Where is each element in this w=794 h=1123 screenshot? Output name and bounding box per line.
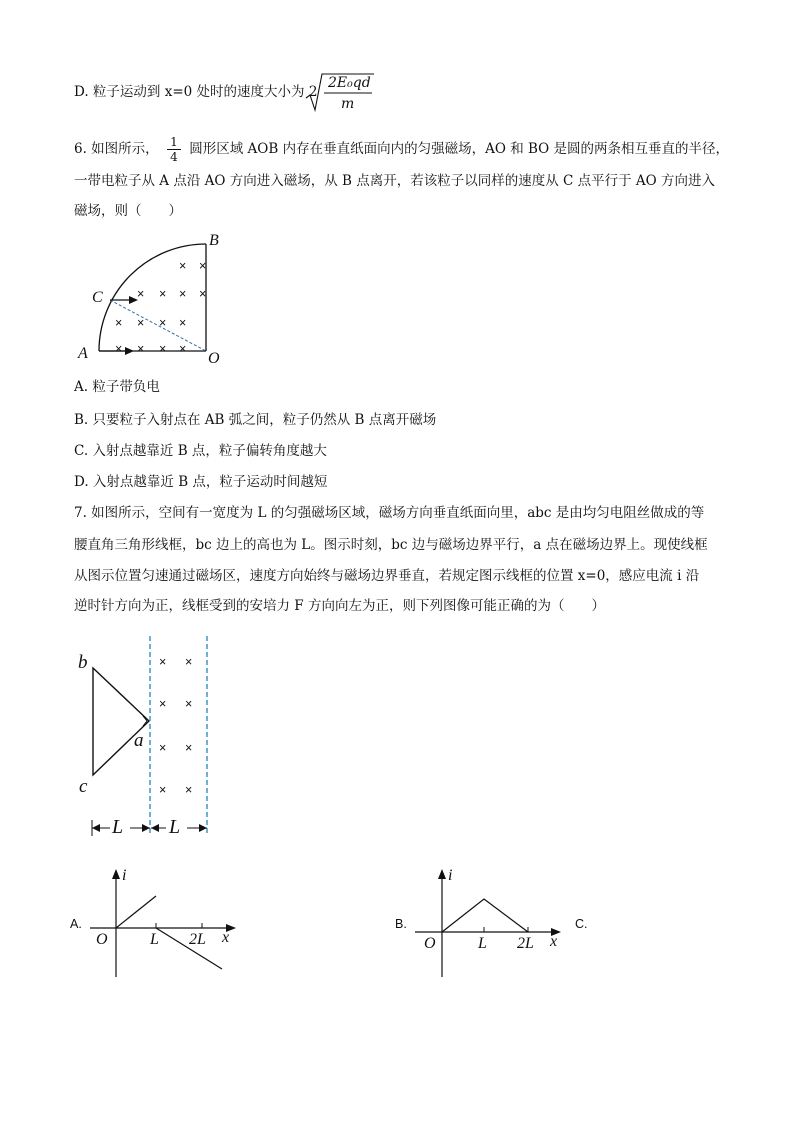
q6-option-d: D. 入射点越靠近 B 点，粒子运动时间越短 (74, 474, 328, 490)
q6-line-3: 磁场，则（ ） (74, 203, 182, 219)
field-cross: × (137, 316, 145, 330)
graph-b-tick-l: L (478, 935, 487, 952)
graph-b-x-label: x (550, 933, 558, 950)
point-a-label: A (78, 345, 88, 362)
field-cross: × (199, 287, 207, 301)
graph-a-tick-2l: 2L (189, 931, 206, 948)
q7-figure (74, 632, 224, 844)
point-b-label: B (209, 232, 219, 249)
field-cross: × (159, 741, 167, 755)
field-cross: × (185, 783, 193, 797)
width-label-1: L (112, 816, 124, 838)
graph-a-plot (70, 865, 250, 985)
formula-numerator: 2E₀qd (328, 75, 371, 91)
field-cross: × (159, 697, 167, 711)
field-cross: × (179, 316, 187, 330)
q6-figure (72, 232, 232, 370)
q6-option-b: B. 只要粒子入射点在 AB 弧之间，粒子仍然从 B 点离开磁场 (74, 412, 437, 428)
q7-line-3: 从图示位置匀速通过磁场区，速度方向始终与磁场边界垂直，若规定图示线框的位置 x=0，感应电流 i 沿 (74, 568, 700, 584)
field-cross: × (179, 342, 187, 356)
field-cross: × (185, 741, 193, 755)
q5-option-d (74, 82, 317, 102)
field-cross: × (159, 655, 167, 669)
q7-line-2: 腰直角三角形线框，bc 边上的高也为 L。图示时刻，bc 边与磁场边界平行，a 点在磁场边界上。现使线框 (74, 537, 708, 553)
option-c-label: C. (575, 917, 588, 931)
q7-line-1: 7. 如图所示，空间有一宽度为 L 的匀强磁场区域，磁场方向垂直纸面向里，abc 是由均匀电阻丝做成的等 (74, 505, 705, 521)
width-label-2: L (169, 816, 181, 838)
field-cross: × (159, 316, 167, 330)
vertex-a-label: a (134, 730, 144, 751)
field-cross: × (115, 316, 123, 330)
field-cross: × (159, 342, 167, 356)
field-cross: × (185, 697, 193, 711)
q7-option-b (395, 865, 575, 985)
q7-line-4: 逆时针方向为正，线框受到的安培力 F 方向向左为正，则下列图像可能正确的为（ ） (74, 598, 605, 614)
field-cross: × (137, 287, 145, 301)
field-cross: × (179, 259, 187, 273)
point-o-label: O (208, 350, 220, 367)
graph-a-tick-l: L (150, 931, 159, 948)
q6-line-1 (74, 135, 729, 164)
graph-a-origin: O (96, 931, 108, 948)
field-cross: × (185, 655, 193, 669)
field-cross: × (115, 342, 123, 356)
q6-line-2: 一带电粒子从 A 点沿 AO 方向进入磁场，从 B 点离开，若该粒子以同样的速度从 C 点平行于 AO 方向进入 (74, 173, 716, 189)
q6-option-c: C. 入射点越靠近 B 点，粒子偏转角度越大 (74, 443, 327, 459)
vertex-c-label: c (79, 776, 88, 797)
graph-b-tick-2l: 2L (517, 935, 534, 952)
point-c-label: C (92, 289, 103, 306)
q6-fraction (167, 135, 181, 164)
triangle-field-diagram (74, 632, 224, 844)
q5-sqrt-formula (300, 70, 380, 116)
fraction-numerator: 1 (167, 135, 181, 150)
q7-option-a (70, 865, 250, 985)
q6-line1-prefix: 6. 如图所示， (74, 141, 159, 157)
graph-b-origin: O (424, 935, 436, 952)
option-a-label: A. (70, 917, 82, 931)
field-cross: × (137, 342, 145, 356)
formula-denominator: m (341, 96, 355, 112)
graph-a-y-label: i (122, 867, 127, 884)
q5-option-d-text: D. 粒子运动到 x=0 处时的速度大小为 2 (74, 84, 318, 100)
graph-a-x-label: x (222, 929, 230, 946)
graph-b-plot (395, 865, 575, 985)
field-cross: × (159, 287, 167, 301)
field-cross: × (159, 783, 167, 797)
fraction-denominator: 4 (170, 150, 178, 164)
option-b-label: B. (395, 917, 407, 931)
field-cross: × (179, 287, 187, 301)
vertex-b-label: b (78, 652, 88, 673)
q6-line1-suffix: 圆形区域 AOB 内存在垂直纸面向内的匀强磁场，AO 和 BO 是圆的两条相互垂直的半径， (189, 141, 730, 157)
q6-option-a: A. 粒子带负电 (74, 379, 160, 395)
field-cross: × (199, 259, 207, 273)
graph-b-y-label: i (448, 867, 453, 884)
